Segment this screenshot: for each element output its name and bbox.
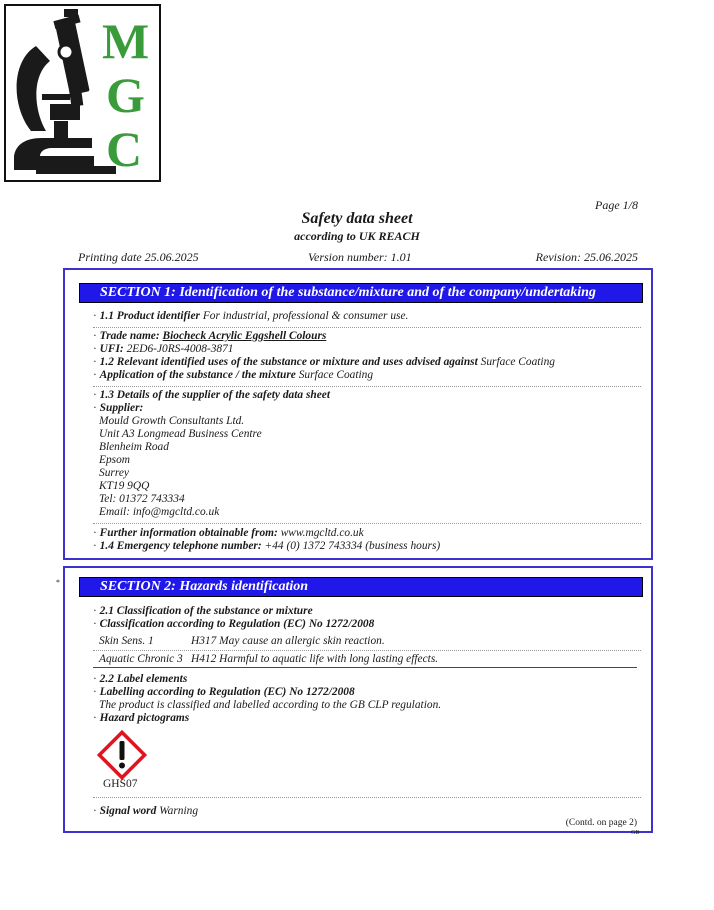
hazard-category: Skin Sens. 1 [99, 635, 154, 647]
separator [93, 650, 641, 651]
uses-label: 1.2 Relevant identified uses of the substance or mixture and uses advised against [99, 356, 478, 368]
section-2-heading: SECTION 2: Hazards identification [79, 577, 643, 597]
supplier-row: · Supplier: [93, 402, 144, 414]
ufi-label: UFI: [99, 343, 124, 355]
supplier-label: Supplier: [99, 402, 144, 414]
version-number: Version number: 1.01 [308, 250, 412, 264]
printing-date: Printing date 25.06.2025 [78, 250, 199, 264]
application-label: Application of the substance / the mixture [99, 369, 296, 381]
classification-row: · 2.1 Classification of the substance or mixture [93, 605, 313, 617]
application-value: Surface Coating [298, 369, 374, 381]
emergency-row: · 1.4 Emergency telephone number: +44 (0) 1372 743334 (business hours) [93, 540, 441, 552]
document-subtitle: according to UK REACH [294, 229, 420, 243]
supplier-line: Tel: 01372 743334 [99, 493, 185, 505]
signal-word-value: Warning [159, 805, 199, 817]
labelling-text: The product is classified and labelled according to the GB CLP regulation. [99, 699, 442, 711]
separator [93, 386, 641, 387]
trade-name-row: · Trade name: Biocheck Acrylic Eggshell Colours [93, 330, 327, 342]
continued-note: (Contd. on page 2) [565, 818, 637, 828]
uses-value: Surface Coating [480, 356, 555, 368]
classification-label: 2.1 Classification of the substance or mixture [99, 605, 313, 617]
classification-reg-row: · Classification according to Regulation (EC) No 1272/2008 [93, 618, 375, 630]
hazard-statement: H317 May cause an allergic skin reaction. [191, 635, 385, 647]
classification-rule [93, 667, 637, 668]
further-info-label: Further information obtainable from: [99, 527, 278, 539]
supplier-line: Email: info@mgcltd.co.uk [99, 506, 220, 518]
section-2-box [63, 566, 653, 833]
hazard-statement: H412 Harmful to aquatic life with long lasting effects. [191, 653, 439, 665]
revision-date: Revision: 25.06.2025 [535, 250, 638, 264]
supplier-line: Epsom [99, 454, 131, 466]
pictogram-code: GHS07 [103, 778, 138, 790]
separator [93, 523, 641, 524]
label-elements-label: 2.2 Label elements [99, 673, 188, 685]
supplier-details-row: · 1.3 Details of the supplier of the safety data sheet [93, 389, 330, 401]
supplier-line: Unit A3 Longmead Business Centre [99, 428, 262, 440]
further-info-value: www.mgcltd.co.uk [280, 527, 364, 539]
document-title: Safety data sheet [301, 210, 413, 227]
section-1-box [63, 268, 653, 560]
logo-letter-m: M [102, 13, 150, 69]
uses-row: · 1.2 Relevant identified uses of the substance or mixture and uses advised against Surface Coating [93, 356, 555, 368]
emergency-value: +44 (0) 1372 743334 (business hours) [264, 540, 441, 552]
separator [93, 327, 641, 328]
emergency-label: 1.4 Emergency telephone number: [99, 540, 262, 552]
page-number: Page 1/8 [595, 198, 638, 212]
product-identifier-label: 1.1 Product identifier [99, 310, 200, 322]
product-identifier-row: · 1.1 Product identifier For industrial, professional & consumer use. [93, 310, 409, 322]
supplier-line: Mould Growth Consultants Ltd. [99, 415, 245, 427]
country-code: GB [631, 830, 640, 836]
labelling-reg-row: · Labelling according to Regulation (EC) No 1272/2008 [93, 686, 355, 698]
further-info-row: · Further information obtainable from: www.mgcltd.co.uk [93, 527, 364, 539]
company-logo [4, 4, 161, 182]
label-elements-row: · 2.2 Label elements [93, 673, 188, 685]
ufi-row: · UFI: 2ED6-J0RS-4008-3871 [93, 343, 234, 355]
separator [93, 797, 641, 798]
logo-letter-c: C [106, 121, 143, 177]
signal-word-row: · Signal word Warning [93, 805, 199, 817]
supplier-line: KT19 9QQ [99, 480, 150, 492]
labelling-reg-label: Labelling according to Regulation (EC) No 1272/2008 [99, 686, 355, 698]
ufi-value: 2ED6-J0RS-4008-3871 [126, 343, 234, 355]
supplier-line: Blenheim Road [99, 441, 169, 453]
classification-reg-label: Classification according to Regulation (EC) No 1272/2008 [99, 618, 375, 630]
signal-word-label: Signal word [99, 805, 157, 817]
revision-marker: * [56, 578, 60, 587]
exclamation-mark-icon [95, 728, 149, 782]
product-identifier-value: For industrial, professional & consumer use. [202, 310, 409, 322]
section-1-heading: SECTION 1: Identification of the substance/mixture and of the company/undertaking [79, 283, 643, 303]
pictograms-row: · Hazard pictograms [93, 712, 190, 724]
supplier-details-label: 1.3 Details of the supplier of the safety data sheet [99, 389, 330, 401]
hazard-category: Aquatic Chronic 3 [99, 653, 183, 665]
logo-letter-g: G [106, 67, 145, 123]
trade-name-label: Trade name: [99, 330, 160, 342]
application-row: · Application of the substance / the mixture Surface Coating [93, 369, 374, 381]
microscope-icon [6, 6, 159, 180]
pictograms-label: Hazard pictograms [99, 712, 190, 724]
supplier-line: Surrey [99, 467, 129, 479]
trade-name-value: Biocheck Acrylic Eggshell Colours [162, 330, 327, 342]
